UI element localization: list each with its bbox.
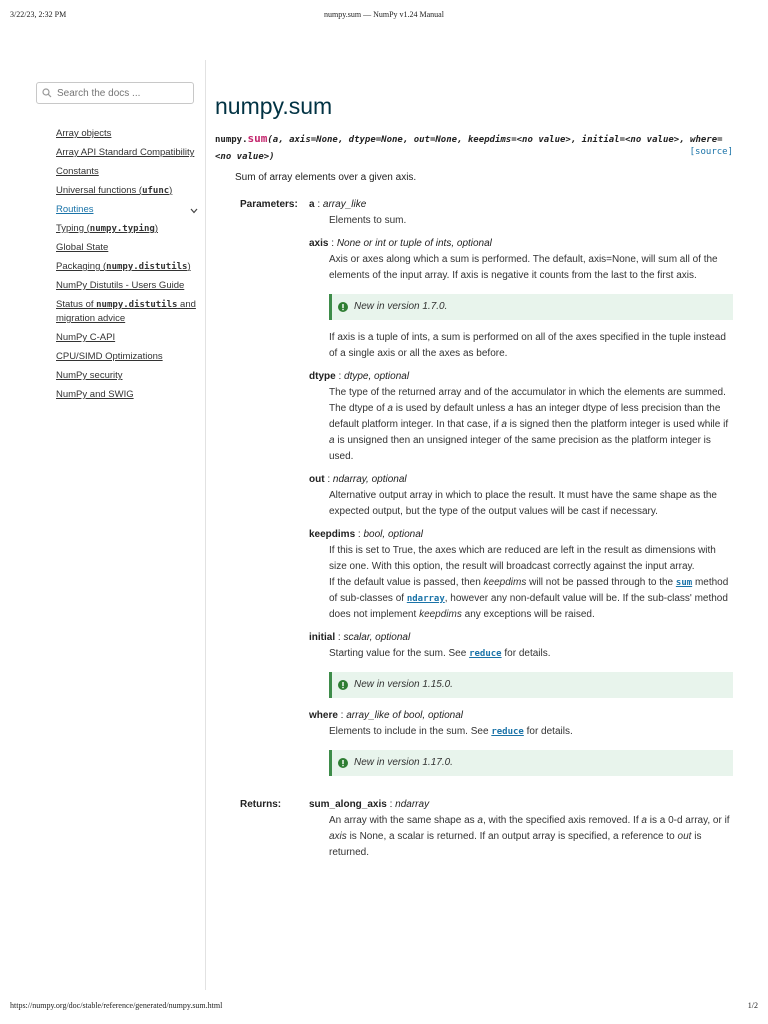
search-icon bbox=[42, 88, 52, 98]
sidebar-item-constants[interactable]: Constants bbox=[56, 166, 99, 177]
sidebar-item-c-api[interactable]: NumPy C-API bbox=[56, 332, 116, 343]
sidebar-divider bbox=[205, 60, 206, 990]
param-dtype: dtype : dtype, optional The type of the returned array and of the accumulator in which the elements are summed. The dtype of a is used by default unless a has an integer dtype of less precision than the default platform integer. In that case, if a is signed then the platform integer is used while if a is unsigned then an unsigned integer of the same precision as the platform integer is used. bbox=[309, 371, 729, 462]
sidebar-item-ufuncs[interactable]: Universal functions (ufunc) bbox=[56, 185, 173, 196]
returns-label: Returns: bbox=[240, 799, 282, 810]
sidebar-item-routines[interactable]: Routines bbox=[56, 204, 94, 215]
param-axis: axis : None or int or tuple of ints, optional Axis or axes along which a sum is performed. The default, axis=None, will sum all of the elements of the input array. If axis is negative it counts from the last to the first axis. New in version 1.7.0. If axis is a tuple of ints, a sum is performed on all of the axes specified in the tuple instead of a single axis or all the axes as before. bbox=[309, 236, 733, 362]
print-title: numpy.sum — NumPy v1.24 Manual bbox=[324, 10, 444, 19]
sidebar-item-security[interactable]: NumPy security bbox=[56, 370, 123, 381]
sidebar-item-global-state[interactable]: Global State bbox=[56, 242, 109, 253]
param-a: a : array_like Elements to sum. bbox=[309, 199, 407, 226]
param-where: where : array_like of bool, optional Elements to include in the sum. See reduce for details. New in version 1.17.0. bbox=[309, 708, 733, 776]
main-content bbox=[215, 92, 733, 861]
sidebar-item-swig[interactable]: NumPy and SWIG bbox=[56, 389, 134, 400]
version-note: New in version 1.17.0. bbox=[329, 750, 733, 776]
search-input[interactable] bbox=[57, 88, 177, 99]
sidebar-item-packaging[interactable]: Packaging (numpy.distutils) bbox=[56, 261, 191, 272]
info-icon bbox=[338, 758, 348, 768]
info-icon bbox=[338, 680, 348, 690]
sidebar-item-typing[interactable]: Typing (numpy.typing) bbox=[56, 223, 158, 234]
ndarray-link[interactable]: ndarray bbox=[406, 594, 445, 604]
sidebar-item-array-objects[interactable]: Array objects bbox=[56, 128, 112, 139]
sidebar-item-array-api[interactable]: Array API Standard Compatibility bbox=[56, 147, 195, 158]
version-note: New in version 1.7.0. bbox=[329, 294, 733, 320]
parameters-section bbox=[215, 197, 733, 786]
param-initial: initial : scalar, optional Starting value for the sum. See reduce for details. New in version 1.15.0. bbox=[309, 630, 733, 698]
sum-link[interactable]: sum bbox=[675, 578, 693, 588]
reduce-link[interactable]: reduce bbox=[469, 649, 502, 659]
sidebar-item-distutils-status[interactable]: Status of numpy.distutils and migration advice bbox=[56, 299, 196, 324]
sidebar-item-distutils-guide[interactable]: NumPy Distutils - Users Guide bbox=[56, 280, 185, 291]
info-icon bbox=[338, 302, 348, 312]
print-footer bbox=[10, 1001, 758, 1010]
sidebar-item-simd[interactable]: CPU/SIMD Optimizations bbox=[56, 351, 163, 362]
param-out: out : ndarray, optional Alternative output array in which to place the result. It must have the same shape as the expected output, but the type of the output values will be cast if necessary. bbox=[309, 474, 717, 517]
returns-section: Returns: sum_along_axis : ndarray An array with the same shape as a, with the specified axis removed. If a is a 0-d array, or if axis is None, a scalar is returned. If an output array is specified, a reference to out is returned. bbox=[215, 797, 733, 861]
search-box[interactable] bbox=[36, 82, 194, 104]
print-datetime: 3/22/23, 2:32 PM bbox=[10, 10, 67, 19]
sidebar-nav bbox=[56, 127, 198, 407]
summary: Sum of array elements over a given axis. bbox=[235, 172, 417, 183]
parameters-label: Parameters: bbox=[240, 199, 298, 210]
print-url: https://numpy.org/doc/stable/reference/generated/numpy.sum.html bbox=[10, 1001, 223, 1010]
function-signature: numpy.sum(a, axis=None, dtype=None, out=None, keepdims=<no value>, initial=<no value>, where=<no value>) [source] bbox=[215, 132, 733, 162]
print-page-number: 1/2 bbox=[747, 1001, 758, 1010]
version-note: New in version 1.15.0. bbox=[329, 672, 733, 698]
source-link[interactable]: [source] bbox=[689, 147, 733, 157]
param-keepdims: keepdims : bool, optional If this is set to True, the axes which are reduced are left in the result as dimensions with size one. With this option, the result will broadcast correctly against the input array. If the default value is passed, then keepdims will not be passed through to the sum method of sub-classes of ndarray, however any non-default value will be. If the sub-class' method does not implement keepdims any exceptions will be raised. bbox=[309, 529, 729, 620]
page-title: numpy.sum bbox=[215, 93, 333, 119]
reduce-link[interactable]: reduce bbox=[491, 727, 524, 737]
chevron-down-icon[interactable] bbox=[190, 208, 198, 214]
